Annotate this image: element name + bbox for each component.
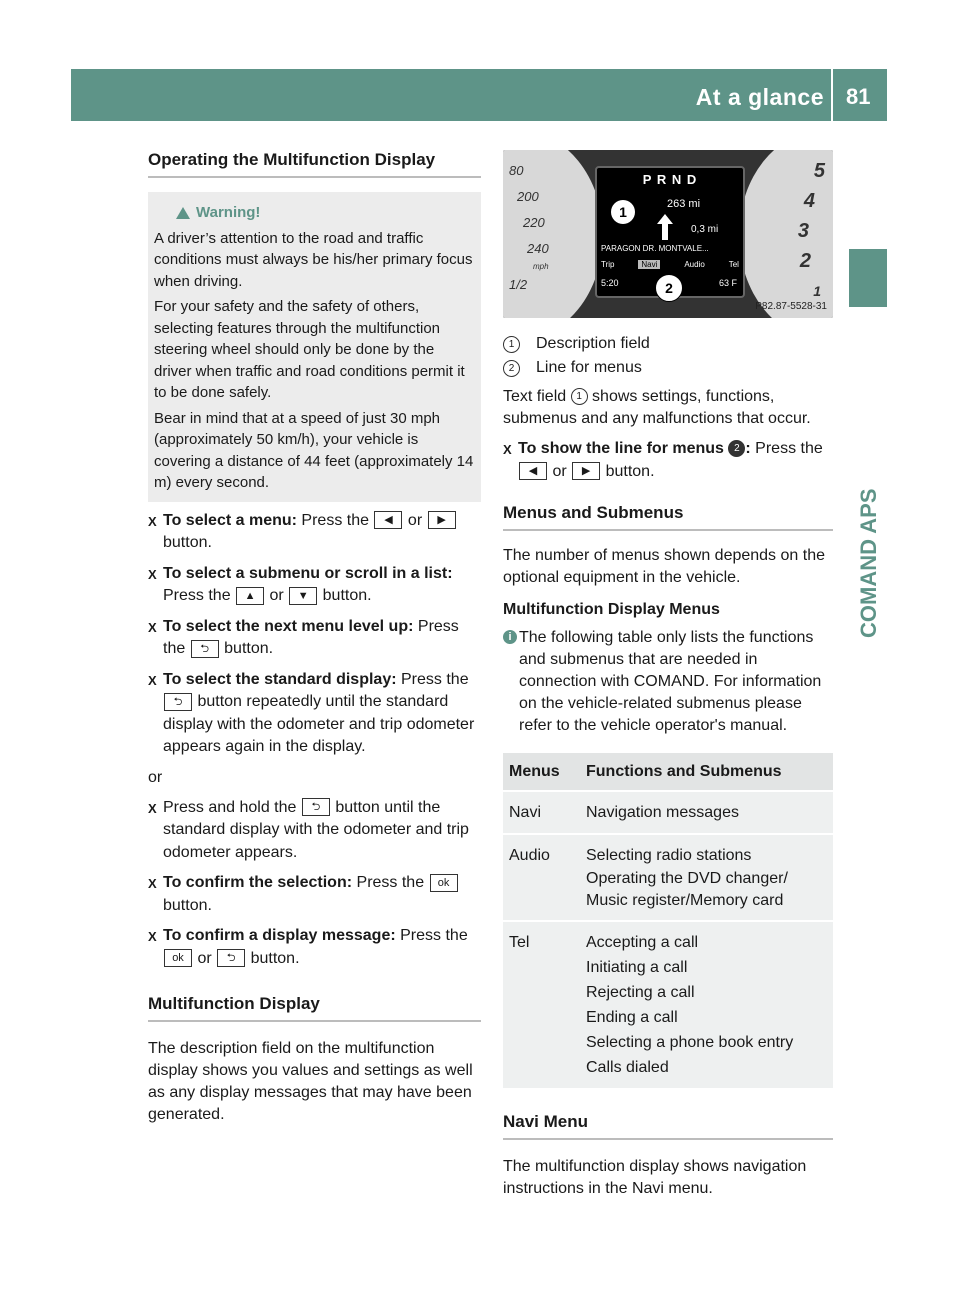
image-legend bbox=[503, 332, 833, 380]
side-tab bbox=[849, 249, 887, 307]
warning-text: Bear in mind that at a speed of just 30 mph (approximately 50 km/h), your vehicle is covering a distance of 44 feet (approximately 14 m) every second. bbox=[154, 409, 474, 491]
street-name: PARAGON DR. MONTVALE... bbox=[601, 244, 709, 253]
right-column bbox=[503, 150, 833, 1200]
callout-1-icon: 1 bbox=[571, 388, 588, 405]
step-bullet-icon: X bbox=[148, 929, 157, 944]
text-field-description: Text field 1 shows settings, functions, submenus and any malfunctions that occur. bbox=[503, 388, 811, 427]
turn-arrow-stem bbox=[662, 224, 668, 240]
table-header: Functions and Submenus bbox=[580, 753, 833, 790]
step-bullet-icon: X bbox=[148, 876, 157, 891]
back-key-icon: ⮌ bbox=[302, 798, 330, 816]
gear-indicator: P R N D bbox=[642, 172, 698, 187]
down-arrow-key-icon: ▼ bbox=[289, 587, 317, 605]
callout-2-icon: 2 bbox=[655, 274, 683, 302]
callout-2-icon: 2 bbox=[503, 360, 520, 377]
step-standard-display: X To select the standard display: Press the ⮌ button repeatedly until the standard display with the odometer and trip odometer appears again in the display. bbox=[148, 670, 475, 755]
section-title-menus-submenus: Menus and Submenus bbox=[503, 503, 833, 531]
table-row: Navi Navigation messages bbox=[503, 792, 833, 833]
warning-box bbox=[148, 192, 481, 502]
up-arrow-key-icon: ▲ bbox=[236, 587, 264, 605]
image-reference: P82.87-5528-31 bbox=[755, 301, 827, 312]
table-header-row bbox=[503, 753, 833, 790]
step-confirm-message: X To confirm a display message: Press the ok or ⮌ button. bbox=[148, 927, 468, 967]
page-number: 81 bbox=[846, 84, 871, 109]
clock: 5:20 bbox=[601, 278, 619, 288]
subheading: Multifunction Display Menus bbox=[503, 601, 720, 618]
turn-distance: 0,3 mi bbox=[691, 224, 719, 235]
legend-item: 1 Description field bbox=[503, 332, 833, 356]
step-bullet-icon: X bbox=[503, 442, 512, 457]
speed-ticks: 80 200 220 240 mph 1/2 bbox=[509, 163, 549, 292]
back-key-icon: ⮌ bbox=[164, 693, 192, 711]
info-icon: i bbox=[503, 630, 517, 644]
section-text: The multifunction display shows navigation instructions in the Navi menu. bbox=[503, 1158, 807, 1197]
header-separator bbox=[831, 69, 833, 121]
callout-2-icon: 2 bbox=[728, 440, 745, 457]
step-bullet-icon: X bbox=[148, 800, 157, 816]
or-text: or bbox=[148, 768, 163, 786]
menu-line: Trip Navi Audio Tel bbox=[601, 260, 739, 269]
section-title-navi-menu: Navi Menu bbox=[503, 1112, 833, 1140]
table-row: Tel Accepting a call Initiating a call Rejecting a call Ending a call Selecting a phone book entry Calls dialed bbox=[503, 922, 833, 1088]
distance-readout: 263 mi bbox=[667, 198, 701, 210]
step-press-hold: X Press and hold the ⮌ button until the standard display with the odometer and trip odometer appears. bbox=[148, 798, 469, 861]
step-bullet-icon: X bbox=[148, 672, 157, 688]
warning-title: Warning! bbox=[196, 204, 261, 221]
rpm-ticks: 5 4 3 2 1 bbox=[797, 160, 825, 299]
info-note: i The following table only lists the functions and submenus that are needed in connection with COMAND. For information on the vehicle-related submenus please refer to the vehicle operator's manual. bbox=[503, 627, 833, 737]
menus-table bbox=[503, 751, 833, 1090]
table-header: Menus bbox=[503, 753, 580, 790]
section-text: The number of menus shown depends on the optional equipment in the vehicle. bbox=[503, 547, 825, 586]
step-bullet-icon: X bbox=[148, 619, 157, 635]
right-arrow-key-icon: ▶ bbox=[572, 462, 600, 480]
section-title-multifunction-display: Multifunction Display bbox=[148, 994, 481, 1022]
warning-icon bbox=[176, 207, 190, 219]
callout-1-icon: 1 bbox=[611, 200, 635, 224]
left-arrow-key-icon: ◀ bbox=[519, 462, 547, 480]
step-bullet-icon: X bbox=[148, 566, 157, 582]
step-select-submenu: X To select a submenu or scroll in a list: Press the ▲ or ▼ button. bbox=[148, 564, 453, 604]
section-title-operating: Operating the Multifunction Display bbox=[148, 150, 481, 178]
table-row: Audio Selecting radio stations Operating the DVD changer/ Music register/Memory card bbox=[503, 835, 833, 920]
side-section-label: COMAND APS bbox=[856, 488, 881, 638]
step-menu-level-up: X To select the next menu level up: Press the ⮌ button. bbox=[148, 617, 459, 657]
right-arrow-key-icon: ▶ bbox=[428, 511, 456, 529]
step-bullet-icon: X bbox=[148, 513, 157, 529]
back-key-icon: ⮌ bbox=[217, 949, 245, 967]
ok-key-icon: ok bbox=[430, 874, 458, 892]
warning-text: A driver’s attention to the road and traffic conditions must always be his/her primary focus when driving. bbox=[154, 229, 473, 290]
outside-temp: 63 F bbox=[718, 278, 737, 288]
legend-item: 2 Line for menus bbox=[503, 356, 833, 380]
step-show-menu-line: X To show the line for menus 2 : Press the ◀ or ▶ button. bbox=[503, 440, 823, 480]
ok-key-icon: ok bbox=[164, 949, 192, 967]
left-column bbox=[148, 150, 481, 1126]
instrument-cluster-image bbox=[503, 150, 833, 318]
turn-arrow-icon bbox=[657, 214, 673, 224]
back-key-icon: ⮌ bbox=[191, 640, 219, 658]
chapter-title: At a glance bbox=[695, 84, 824, 110]
step-select-menu: X To select a menu: Press the ◀ or ▶ button. bbox=[148, 510, 481, 555]
step-confirm-selection: X To confirm the selection: Press the ok button. bbox=[148, 872, 481, 917]
left-arrow-key-icon: ◀ bbox=[374, 511, 402, 529]
warning-text: For your safety and the safety of others, selecting features through the multifunction steering wheel should only be done by the driver when traffic and road conditions permit it to be done safely. bbox=[154, 298, 465, 401]
callout-1-icon: 1 bbox=[503, 336, 520, 353]
section-text: The description field on the multifunction display shows you values and settings as well as any display messages that may have been generated. bbox=[148, 1040, 473, 1123]
